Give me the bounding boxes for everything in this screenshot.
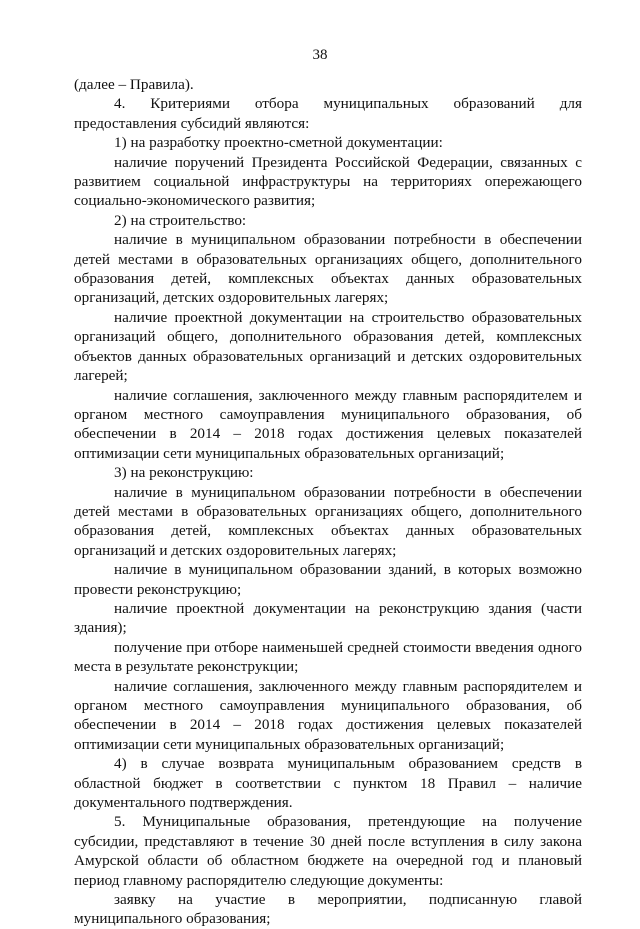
page-number: 38 — [312, 47, 328, 63]
paragraph: наличие проектной документации на реконструкцию здания (части здания); — [74, 599, 582, 637]
paragraph: 4. Критериями отбора муниципальных образований для предоставления субсидий являются: — [74, 95, 582, 132]
paragraph: 4) в случае возврата муниципальным образованием средств в областной бюджет в соответствии с пунктом 18 Правил – наличие документального подтверждения. — [74, 755, 582, 812]
paragraph: наличие в муниципальном образовании потребности в обеспечении детей местами в образовательных организациях общего, дополнительного образования детей, комплексных объектах данных образовательных организаций, детских оздоровительных лагерях; — [74, 231, 582, 307]
paragraph: 1) на разработку проектно-сметной документации: — [114, 134, 443, 152]
paragraph: заявку на участие в мероприятии, подписанную главой муниципального образования; — [74, 891, 582, 928]
paragraph: получение при отборе наименьшей средней стоимости введения одного места в результате реконструкции; — [74, 638, 582, 676]
paragraph: наличие поручений Президента Российской Федерации, связанных с развитием социальной инфраструктуры на территориях опережающего социально-экономического развития; — [74, 153, 582, 210]
paragraph: наличие в муниципальном образовании потребности в обеспечении детей местами в образовательных организациях общего, дополнительного образования детей, комплексных объектах данных образовательных организаций и детских оздоровительных лагерях; — [74, 483, 582, 559]
paragraph: наличие соглашения, заключенного между главным распорядителем и органом местного самоуправления муниципального образования, об обеспечении в 2014 – 2018 годах достижения целевых показателей оптимизации сети муниципальных образовательных организаций; — [74, 677, 582, 753]
paragraph: наличие проектной документации на строительство образовательных организаций общего, дополнительного образования детей, комплексных объектов данных образовательных организаций и детских оздоровительных лагерей; — [74, 308, 582, 385]
paragraph: наличие в муниципальном образовании зданий, в которых возможно провести реконструкцию; — [74, 561, 582, 598]
paragraph: 5. Муниципальные образования, претендующие на получение субсидии, представляют в течение 30 дней после вступления в силу закона Амурской области об областном бюджете на очередной год и плановый период главному распорядителю следующие документы: — [74, 813, 582, 889]
document-body — [74, 75, 582, 929]
paragraph: наличие соглашения, заключенного между главным распорядителем и органом местного самоуправления муниципального образования, об обеспечении в 2014 – 2018 годах достижения целевых показателей оптимизации сети муниципальных образовательных организаций; — [74, 386, 582, 462]
paragraph: 3) на реконструкцию: — [114, 464, 254, 482]
paragraph: (далее – Правила). — [74, 76, 194, 93]
paragraph: 2) на строительство: — [114, 211, 247, 229]
